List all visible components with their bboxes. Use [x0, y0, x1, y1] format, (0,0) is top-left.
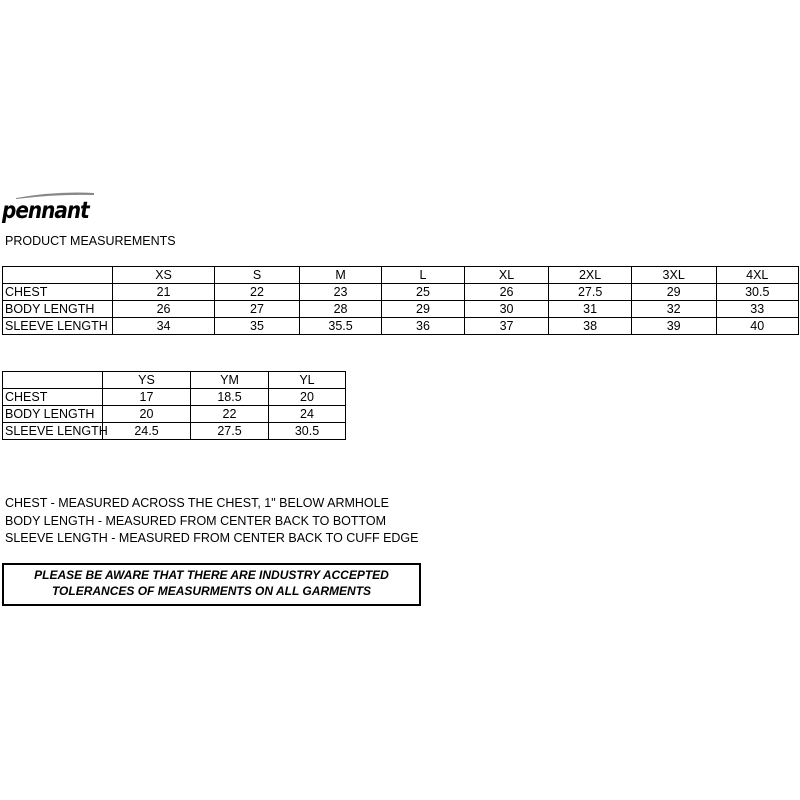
measurement-value-cell: 17	[103, 389, 191, 406]
measurement-value-cell: 30.5	[269, 423, 346, 440]
row-label-cell: CHEST	[3, 284, 113, 301]
measurement-row	[3, 423, 346, 440]
tolerance-disclaimer	[2, 563, 421, 606]
measurement-row	[3, 389, 346, 406]
size-header-cell: S	[215, 267, 300, 284]
size-header-cell: YL	[269, 372, 346, 389]
pennant-logo	[2, 192, 98, 226]
measurement-value-cell: 24	[269, 406, 346, 423]
measurement-value-cell: 39	[631, 318, 716, 335]
note-sleeve-length: SLEEVE LENGTH - MEASURED FROM CENTER BACK TO CUFF EDGE	[5, 531, 419, 545]
size-header-cell: XL	[464, 267, 549, 284]
measurement-value-cell: 30.5	[716, 284, 799, 301]
measurement-value-cell: 23	[299, 284, 381, 301]
measurement-value-cell: 20	[103, 406, 191, 423]
logo-wordmark: pennant	[2, 196, 89, 224]
row-label-cell: BODY LENGTH	[3, 406, 103, 423]
size-header-cell: L	[382, 267, 464, 284]
measurement-value-cell: 35.5	[299, 318, 381, 335]
youth-size-table	[2, 371, 346, 440]
size-header-cell: YM	[191, 372, 269, 389]
size-header-cell: 2XL	[549, 267, 631, 284]
measurement-row	[3, 406, 346, 423]
measurement-value-cell: 28	[299, 301, 381, 318]
size-header-cell: XS	[112, 267, 214, 284]
row-label-cell: SLEEVE LENGTH	[3, 318, 113, 335]
measurement-value-cell: 34	[112, 318, 214, 335]
header-corner-cell	[3, 372, 103, 389]
size-header-row	[3, 267, 799, 284]
measurement-value-cell: 35	[215, 318, 300, 335]
size-header-row	[3, 372, 346, 389]
measurement-value-cell: 32	[631, 301, 716, 318]
measurement-value-cell: 40	[716, 318, 799, 335]
measurement-value-cell: 22	[191, 406, 269, 423]
measurement-value-cell: 37	[464, 318, 549, 335]
measurement-value-cell: 29	[382, 301, 464, 318]
measurement-value-cell: 33	[716, 301, 799, 318]
measurement-value-cell: 27.5	[191, 423, 269, 440]
adult-size-table	[2, 266, 799, 335]
measurement-notes	[5, 495, 419, 548]
row-label-cell: SLEEVE LENGTH	[3, 423, 103, 440]
measurement-value-cell: 29	[631, 284, 716, 301]
measurement-value-cell: 26	[112, 301, 214, 318]
measurement-value-cell: 27	[215, 301, 300, 318]
size-header-cell: YS	[103, 372, 191, 389]
disclaimer-line-2: TOLERANCES OF MEASURMENTS ON ALL GARMENTS	[51, 584, 372, 598]
measurement-row	[3, 284, 799, 301]
row-label-cell: BODY LENGTH	[3, 301, 113, 318]
measurement-value-cell: 25	[382, 284, 464, 301]
size-header-cell: 3XL	[631, 267, 716, 284]
header-corner-cell	[3, 267, 113, 284]
measurement-value-cell: 21	[112, 284, 214, 301]
measurement-value-cell: 22	[215, 284, 300, 301]
size-header-cell: M	[299, 267, 381, 284]
page-title: PRODUCT MEASUREMENTS	[5, 234, 176, 248]
measurement-value-cell: 20	[269, 389, 346, 406]
measurement-value-cell: 26	[464, 284, 549, 301]
measurement-value-cell: 30	[464, 301, 549, 318]
note-body-length: BODY LENGTH - MEASURED FROM CENTER BACK TO BOTTOM	[5, 513, 387, 528]
disclaimer-line-1: PLEASE BE AWARE THAT THERE ARE INDUSTRY ACCEPTED	[34, 568, 389, 582]
measurement-row	[3, 318, 799, 335]
measurement-value-cell: 24.5	[103, 423, 191, 440]
measurement-value-cell: 38	[549, 318, 631, 335]
row-label-cell: CHEST	[3, 389, 103, 406]
measurement-value-cell: 31	[549, 301, 631, 318]
note-chest: CHEST - MEASURED ACROSS THE CHEST, 1" BELOW ARMHOLE	[5, 496, 389, 510]
size-header-cell: 4XL	[716, 267, 799, 284]
measurement-value-cell: 18.5	[191, 389, 269, 406]
measurement-value-cell: 27.5	[549, 284, 631, 301]
measurement-row	[3, 301, 799, 318]
measurement-value-cell: 36	[382, 318, 464, 335]
